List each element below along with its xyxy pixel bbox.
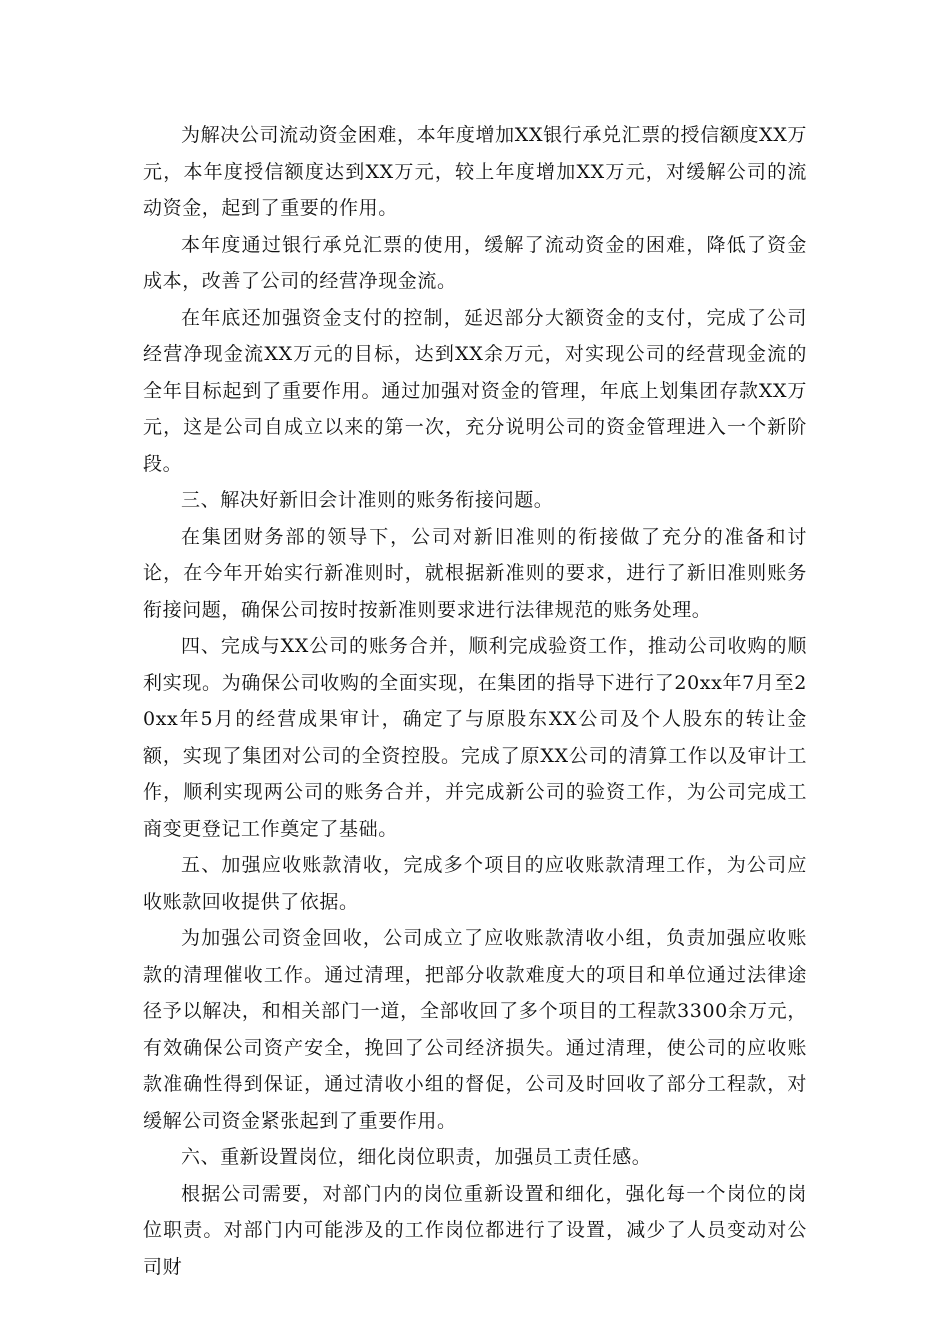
section-heading-receivables: 五、加强应收账款清收，完成多个项目的应收账款清理工作，为公司应收账款回收提供了依据。 (143, 854, 807, 913)
paragraph-standards-transition: 在集团财务部的领导下，公司对新旧准则的衔接做了充分的准备和讨论，在今年开始实行新准则时，就根据新准则的要求，进行了新旧准则账务衔接问题，确保公司按时按新准则要求进行法律规范的账务处理。 (143, 525, 807, 621)
paragraph-funding-credit: 为解决公司流动资金困难，本年度增加XX银行承兑汇票的授信额度XX万元，本年度授信额度达到XX万元，较上年度增加XX万元，对缓解公司的流动资金，起到了重要的作用。 (143, 124, 807, 219)
paragraph-acceptance-bills: 本年度通过银行承兑汇票的使用，缓解了流动资金的困难，降低了资金成本，改善了公司的经营净现金流。 (143, 233, 807, 292)
paragraph-payment-control: 在年底还加强资金支付的控制，延迟部分大额资金的支付，完成了公司经营净现金流XX万元的目标，达到XX余万元，对实现公司的经营现金流的全年目标起到了重要作用。通过加强对资金的管理，年底上划集团存款XX万元，这是公司自成立以来的第一次，充分说明公司的资金管理进入一个新阶段。 (143, 306, 807, 475)
paragraph-position-duties: 根据公司需要，对部门内的岗位重新设置和细化，强化每一个岗位的岗位职责。对部门内可能涉及的工作岗位都进行了设置，减少了人员变动对公司财 (143, 1182, 807, 1278)
paragraph-receivables-collection: 为加强公司资金回收，公司成立了应收账款清收小组，负责加强应收账款的清理催收工作。通过清理，把部分收款难度大的项目和单位通过法律途径予以解决，和相关部门一道，全部收回了多个项目的工程款3300余万元，有效确保公司资产安全，挽回了公司经济损失。通过清理，使公司的应收账款准确性得到保证，通过清收小组的督促，公司及时回收了部分工程款，对缓解公司资金紧张起到了重要作用。 (143, 927, 807, 1132)
section-heading-accounting-standards: 三、解决好新旧会计准则的账务衔接问题。 (181, 489, 554, 511)
section-heading-positions: 六、重新设置岗位，细化岗位职责，加强员工责任感。 (181, 1146, 652, 1168)
document-body (143, 117, 807, 1285)
paragraph-merger-capital-verification: 四、完成与XX公司的账务合并，顺利完成验资工作，推动公司收购的顺利实现。为确保公司收购的全面实现，在集团的指导下进行了20xx年7月至20xx年5月的经营成果审计，确定了与原股东XX公司及个人股东的转让金额，实现了集团对公司的全资控股。完成了原XX公司的清算工作以及审计工作，顺利实现两公司的账务合并，并完成新公司的验资工作，为公司完成工商变更登记工作奠定了基础。 (143, 635, 807, 840)
